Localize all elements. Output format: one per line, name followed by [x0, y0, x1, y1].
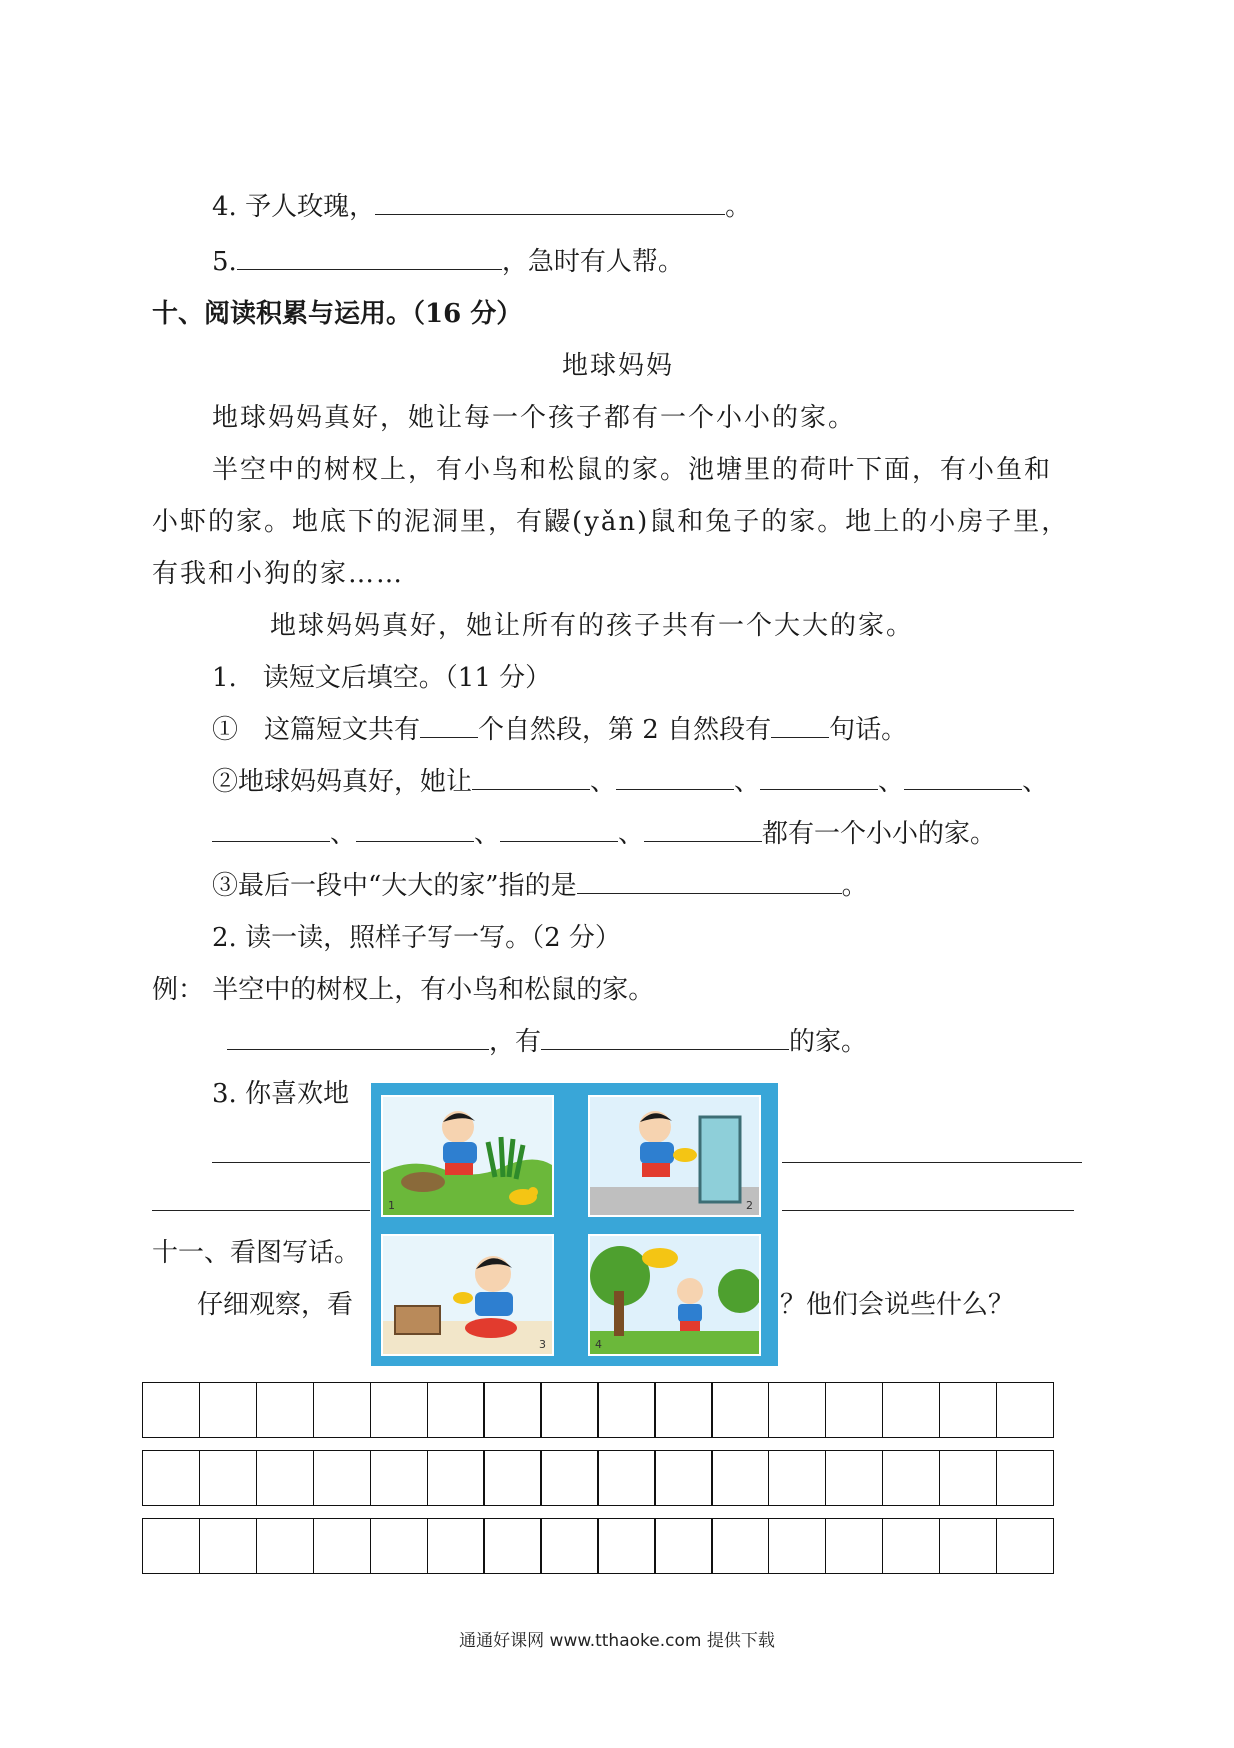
grid-cell[interactable] — [597, 1382, 655, 1438]
question-1a-prefix: ① 这篇短文共有 — [212, 715, 421, 745]
section-11-prompt-start: 仔细观察，看 — [197, 1290, 354, 1320]
answer-blank[interactable] — [904, 767, 1022, 790]
panel-number: 2 — [746, 1199, 753, 1212]
grid-cell[interactable] — [882, 1518, 940, 1574]
picture-story-illustration — [371, 1083, 778, 1366]
grid-cell[interactable] — [768, 1382, 826, 1438]
answer-blank[interactable] — [472, 767, 590, 790]
grid-cell[interactable] — [882, 1382, 940, 1438]
section-11-prompt-end: ？他们会说些什么？ — [780, 1290, 1015, 1320]
grid-cell[interactable] — [711, 1518, 769, 1574]
grid-cell[interactable] — [256, 1450, 314, 1506]
grid-cell[interactable] — [711, 1382, 769, 1438]
grid-cell[interactable] — [939, 1450, 997, 1506]
question-5-suffix: ，急时有人帮。 — [501, 247, 684, 277]
question-2-title: 2. 读一读，照样子写一写。（2 分） — [212, 923, 621, 953]
grid-cell[interactable] — [427, 1382, 485, 1438]
question-4 — [212, 190, 751, 224]
grid-cell[interactable] — [597, 1450, 655, 1506]
answer-line[interactable] — [212, 1162, 370, 1163]
grid-cell[interactable] — [654, 1450, 712, 1506]
question-3-title: 3. 你喜欢地 — [212, 1079, 350, 1109]
grid-cell[interactable] — [313, 1450, 371, 1506]
question-1a-mid: 个自然段，第 2 自然段有 — [478, 715, 772, 745]
section-10-heading: 十、阅读积累与运用。（16 分） — [152, 299, 523, 329]
grid-cell[interactable] — [996, 1450, 1054, 1506]
grid-cell[interactable] — [199, 1382, 257, 1438]
story-paragraph-1: 地球妈妈真好，她让每一个孩子都有一个小小的家。 — [212, 403, 857, 433]
answer-blank[interactable] — [237, 247, 502, 270]
answer-blank[interactable] — [577, 871, 842, 894]
answer-blank[interactable] — [375, 192, 725, 215]
answer-blank[interactable] — [500, 819, 618, 842]
story-paragraph-2-line-1: 半空中的树杈上，有小鸟和松鼠的家。池塘里的荷叶下面，有小鱼和 — [212, 455, 1053, 485]
separator: 、 — [878, 767, 905, 797]
question-4-suffix: 。 — [725, 192, 752, 222]
question-1-title: 1. 读短文后填空。（11 分） — [212, 663, 552, 693]
grid-cell[interactable] — [939, 1518, 997, 1574]
grid-cell[interactable] — [483, 1518, 541, 1574]
answer-blank[interactable] — [771, 715, 829, 738]
footer-text: 通通好课网 www.tthaoke.com 提供下载 — [459, 1631, 775, 1651]
separator: 、 — [734, 767, 761, 797]
answer-blank[interactable] — [644, 819, 762, 842]
grid-cell[interactable] — [768, 1518, 826, 1574]
answer-blank[interactable] — [356, 819, 474, 842]
grid-row — [142, 1382, 1054, 1438]
grid-cell[interactable] — [540, 1518, 598, 1574]
question-2-example: 例： 半空中的树杈上，有小鸟和松鼠的家。 — [152, 975, 655, 1005]
grid-cell[interactable] — [142, 1382, 200, 1438]
grid-cell[interactable] — [882, 1450, 940, 1506]
section-11-heading: 十一、看图写话。 — [152, 1238, 361, 1268]
grid-cell[interactable] — [256, 1382, 314, 1438]
question-1c-suffix: 。 — [841, 871, 868, 901]
grid-cell[interactable] — [597, 1518, 655, 1574]
question-1c — [212, 869, 868, 903]
question-1c-prefix: ③最后一段中“大大的家”指的是 — [212, 871, 577, 901]
question-2-suffix: 的家。 — [789, 1027, 868, 1057]
question-4-prefix: 4. 予人玫瑰， — [212, 192, 376, 222]
story-paragraph-2-line-3: 有我和小狗的家…… — [152, 559, 405, 589]
picture-panel-1 — [381, 1095, 554, 1217]
answer-blank[interactable] — [420, 715, 478, 738]
separator: 、 — [474, 819, 501, 849]
grid-cell[interactable] — [370, 1518, 428, 1574]
question-1b-line-1 — [212, 765, 1048, 799]
grid-cell[interactable] — [768, 1450, 826, 1506]
grid-cell[interactable] — [199, 1450, 257, 1506]
answer-blank[interactable] — [541, 1027, 789, 1050]
grid-cell[interactable] — [427, 1518, 485, 1574]
question-5-prefix: 5. — [212, 247, 237, 277]
answer-blank[interactable] — [760, 767, 878, 790]
grid-cell[interactable] — [825, 1518, 883, 1574]
grid-row — [142, 1450, 1054, 1506]
answer-line[interactable] — [152, 1210, 370, 1211]
grid-cell[interactable] — [711, 1450, 769, 1506]
question-1a-suffix: 句话。 — [829, 715, 908, 745]
grid-cell[interactable] — [939, 1382, 997, 1438]
separator: 、 — [590, 767, 617, 797]
grid-cell[interactable] — [256, 1518, 314, 1574]
grid-cell[interactable] — [825, 1382, 883, 1438]
grid-cell[interactable] — [142, 1518, 200, 1574]
story-paragraph-3: 地球妈妈真好，她让所有的孩子共有一个大大的家。 — [270, 611, 915, 641]
answer-line[interactable] — [782, 1162, 1082, 1163]
story-title: 地球妈妈 — [562, 351, 675, 381]
separator: 、 — [1022, 767, 1049, 797]
separator: 、 — [618, 819, 645, 849]
grid-row — [142, 1518, 1054, 1574]
grid-cell[interactable] — [199, 1518, 257, 1574]
grid-cell[interactable] — [483, 1450, 541, 1506]
answer-blank[interactable] — [227, 1027, 489, 1050]
grid-cell[interactable] — [483, 1382, 541, 1438]
grid-cell[interactable] — [996, 1382, 1054, 1438]
picture-panel-4 — [588, 1234, 761, 1356]
question-2-comma: ，有 — [489, 1027, 542, 1057]
question-5 — [212, 245, 684, 279]
question-1b-suffix: 都有一个小小的家。 — [762, 819, 997, 849]
grid-cell[interactable] — [996, 1518, 1054, 1574]
grid-cell[interactable] — [370, 1450, 428, 1506]
answer-line[interactable] — [782, 1210, 1074, 1211]
grid-cell[interactable] — [540, 1382, 598, 1438]
grid-cell[interactable] — [654, 1382, 712, 1438]
picture-panel-2 — [588, 1095, 761, 1217]
separator: 、 — [330, 819, 357, 849]
question-1b-line-2 — [212, 817, 996, 851]
answer-blank[interactable] — [212, 819, 330, 842]
grid-cell[interactable] — [313, 1382, 371, 1438]
panel-number: 1 — [388, 1199, 395, 1212]
story-paragraph-2-line-2: 小虾的家。地底下的泥洞里，有鼹(yǎn)鼠和兔子的家。地上的小房子里， — [152, 507, 1070, 537]
grid-cell[interactable] — [825, 1450, 883, 1506]
question-1a — [212, 713, 907, 747]
grid-cell[interactable] — [540, 1450, 598, 1506]
panel-number: 3 — [539, 1338, 546, 1351]
grid-cell[interactable] — [370, 1382, 428, 1438]
grid-cell[interactable] — [313, 1518, 371, 1574]
grid-cell[interactable] — [427, 1450, 485, 1506]
grid-cell[interactable] — [142, 1450, 200, 1506]
answer-blank[interactable] — [616, 767, 734, 790]
picture-panel-3 — [381, 1234, 554, 1356]
grid-cell[interactable] — [654, 1518, 712, 1574]
question-1b-prefix: ②地球妈妈真好，她让 — [212, 767, 473, 797]
question-2-answer — [227, 1025, 867, 1059]
panel-number: 4 — [595, 1338, 602, 1351]
